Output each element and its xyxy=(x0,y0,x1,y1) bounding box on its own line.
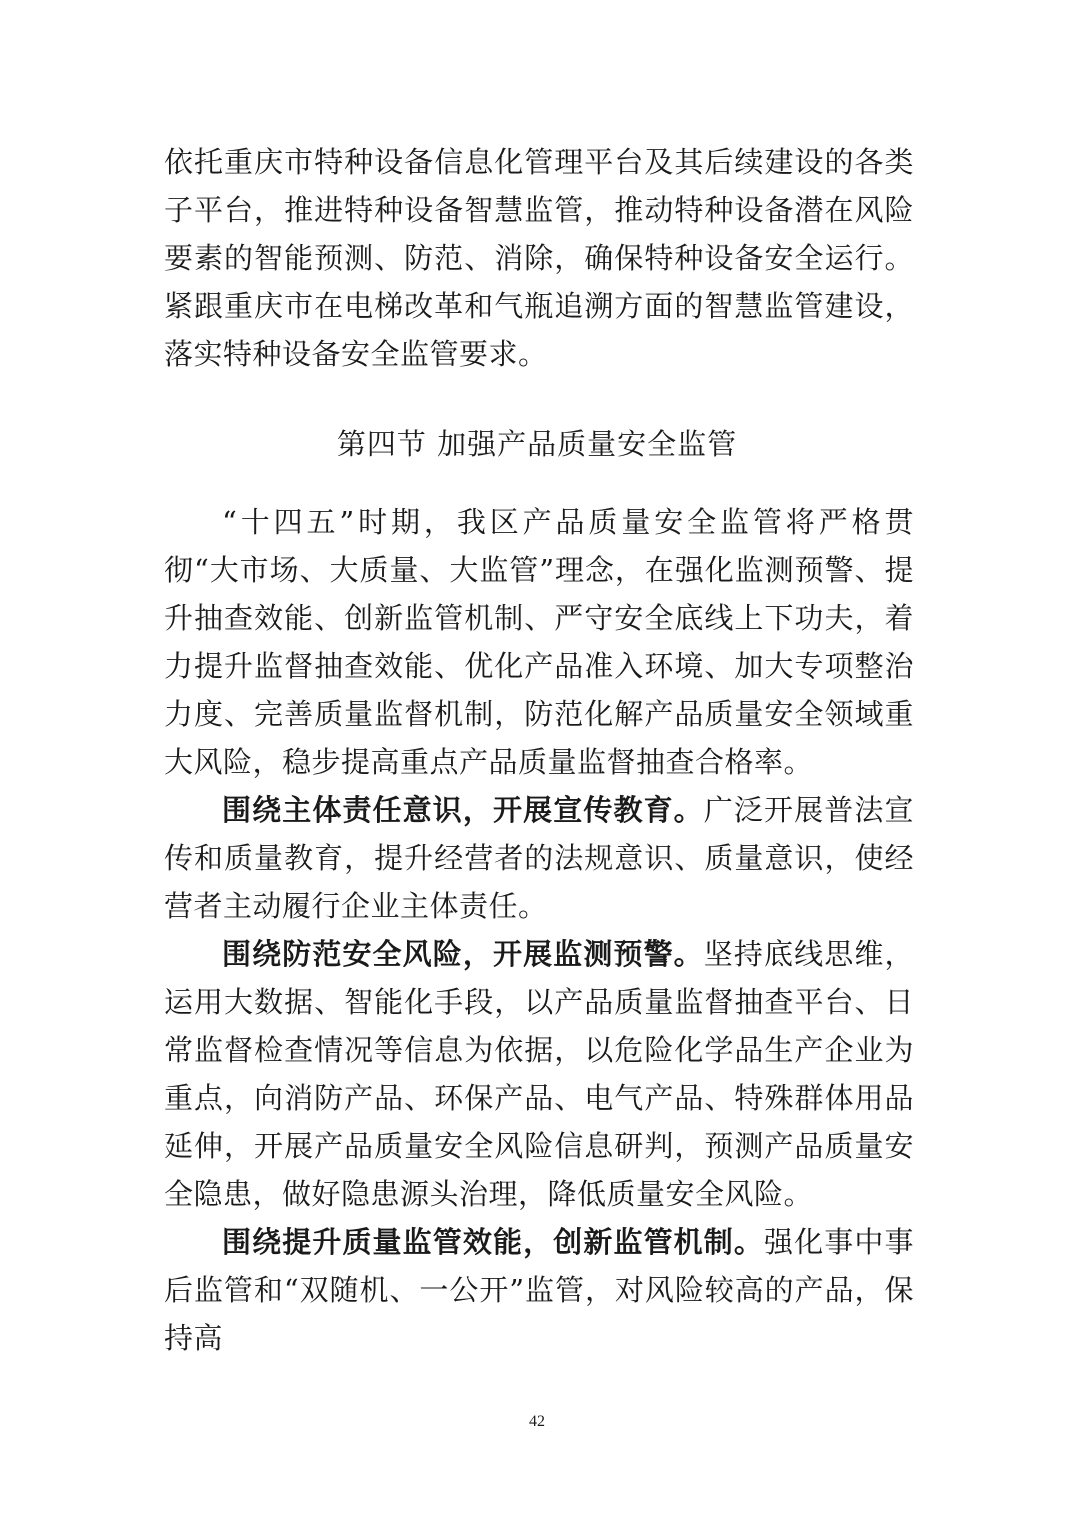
item-paragraph-2 xyxy=(164,930,914,1218)
item-lead-2: 围绕防范安全风险，开展监测预警。 xyxy=(222,937,704,971)
continuation-text: 依托重庆市特种设备信息化管理平台及其后续建设的各类子平台，推进特种设备智慧监管，推动特种设备潜在风险要素的智能预测、防范、消除，确保特种设备安全运行。紧跟重庆市在电梯改革和气瓶追溯方面的智慧监管建设，落实特种设备安全监管要求。 xyxy=(164,145,914,371)
item-body-3: 强化事中事后监管和“双随机、一公开”监管，对风险较高的产品，保持高 xyxy=(164,1225,914,1355)
item-lead-3: 围绕提升质量监管效能，创新监管机制。 xyxy=(222,1225,765,1259)
item-paragraph-1 xyxy=(164,786,914,930)
main-body xyxy=(164,498,914,1362)
continuation-paragraph xyxy=(164,138,914,378)
page-number: 42 xyxy=(529,1413,545,1430)
item-body-1: 广泛开展普法宣传和质量教育，提升经营者的法规意识、质量意识，使经营者主动履行企业主体责任。 xyxy=(164,793,914,923)
item-paragraph-3 xyxy=(164,1218,914,1362)
item-body-2: 坚持底线思维，运用大数据、智能化手段，以产品质量监督抽查平台、日常监督检查情况等信息为依据，以危险化学品生产企业为重点，向消防产品、环保产品、电气产品、特殊群体用品延伸，开展产品质量安全风险信息研判，预测产品质量安全隐患，做好隐患源头治理，降低质量安全风险。 xyxy=(164,937,914,1211)
item-lead-1: 围绕主体责任意识，开展宣传教育。 xyxy=(222,793,704,827)
section-heading: 第四节 加强产品质量安全监管 xyxy=(336,427,738,461)
intro-paragraph: “十四五”时期，我区产品质量安全监管将严格贯彻“大市场、大质量、大监管”理念，在强化监测预警、提升抽查效能、创新监管机制、严守安全底线上下功夫，着力提升监督抽查效能、优化产品准入环境、加大专项整治力度、完善质量监督机制，防范化解产品质量安全领域重大风险，稳步提高重点产品质量监督抽查合格率。 xyxy=(164,505,914,779)
